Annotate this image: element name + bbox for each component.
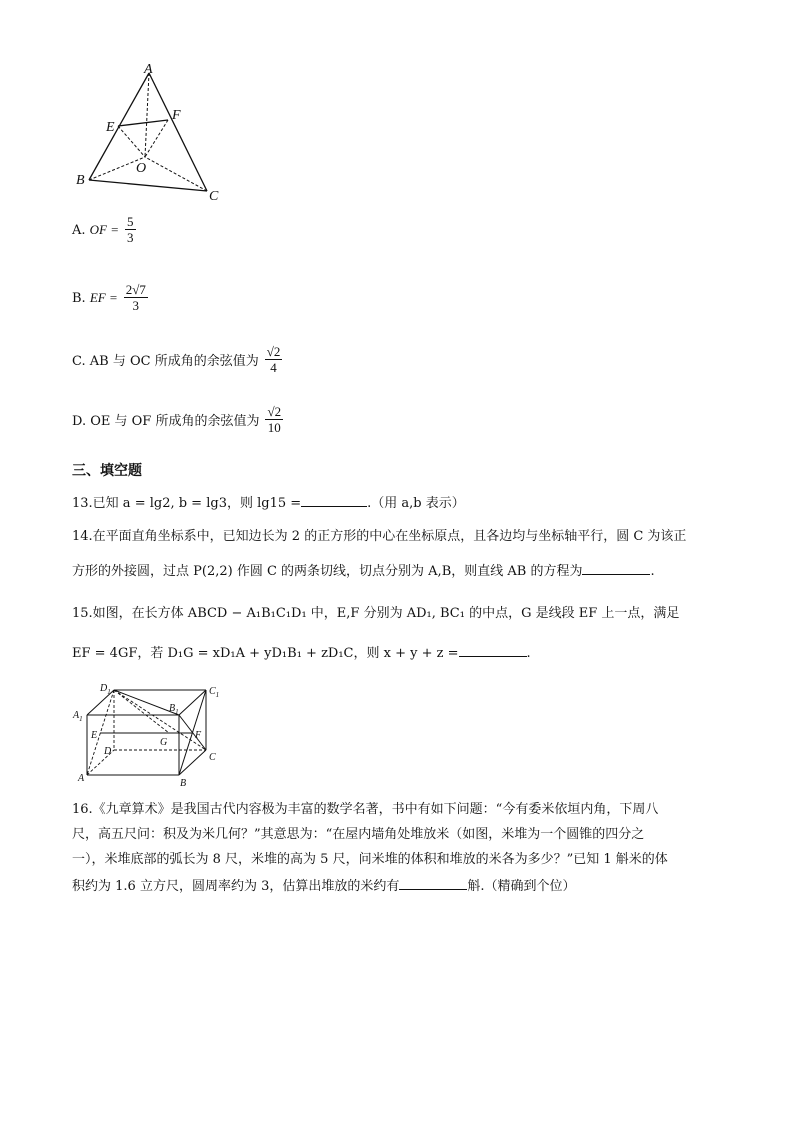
option-b xyxy=(72,282,148,313)
question-16-line1: 16.《九章算术》是我国古代内容极为丰富的数学名著，书中有如下问题：“今有委米依垣内角，下周八 xyxy=(72,802,659,817)
edge-AC xyxy=(149,73,207,191)
label-C1: $C_1$ xyxy=(209,686,220,699)
edge-FO xyxy=(145,120,168,157)
option-d-fraction: $\frac{√2}{10}$ xyxy=(267,404,282,435)
label-F: F xyxy=(195,730,202,741)
option-d-text: D. OE 与 OF 所成角的余弦值为 xyxy=(72,414,260,429)
label-G: G xyxy=(160,737,168,748)
label-B1: $B_1$ xyxy=(169,703,179,716)
q13-answer-blank xyxy=(301,492,367,507)
q16-answer-blank xyxy=(399,875,467,890)
option-d xyxy=(72,404,283,435)
label-O: O xyxy=(136,161,147,176)
edge-EF xyxy=(118,120,168,126)
label-A: A xyxy=(78,773,85,784)
question-15-line2: EF = 4GF，若 D₁G = xD₁A + yD₁B₁ + zD₁C，则 x + y + z = . xyxy=(72,642,531,664)
option-c-fraction: $\frac{√2}{4}$ xyxy=(266,344,281,375)
label-D1: $D_1$ xyxy=(100,683,111,696)
question-13: 13.已知 a = lg2, b = lg3，则 lg15 = .（用 a,b 表示） xyxy=(72,492,465,514)
question-14-line1: 14.在平面直角坐标系中，已知边长为 2 的正方形的中心在坐标原点，且各边均与坐标轴平行，圆 C 为该正 xyxy=(72,529,687,544)
section-heading: 三、填空题 xyxy=(72,463,142,479)
option-c xyxy=(72,344,282,375)
edge-D1-G xyxy=(114,690,169,733)
edge-EO xyxy=(118,126,145,157)
figure-cuboid xyxy=(70,678,230,790)
label-D: D xyxy=(104,746,112,757)
option-a-fraction: $\frac{5}{3}$ xyxy=(127,214,134,245)
option-b-text: B. EF = xyxy=(72,289,118,306)
label-A: A xyxy=(144,62,153,77)
question-16-line3: 一），米堆底部的弧长为 8 尺，米堆的高为 5 尺，问米堆的体积和堆放的米各为多少？”已知 1 斛米的体 xyxy=(72,852,668,867)
question-15-line1: 15.如图，在长方体 ABCD − A₁B₁C₁D₁ 中，E,F 分别为 AD₁, BC₁ 的中点，G 是线段 EF 上一点，满足 xyxy=(72,606,680,621)
label-C: C xyxy=(209,189,219,204)
question-16-line2: 尺，高五尺问：积及为米几何？”其意思为：“在屋内墙角处堆放米（如图，米堆为一个圆锥的四分之 xyxy=(72,827,645,842)
option-c-text: C. AB 与 OC 所成角的余弦值为 xyxy=(72,354,259,369)
label-B: B xyxy=(76,173,85,188)
label-C: C xyxy=(209,752,216,763)
q15-answer-blank xyxy=(459,642,527,657)
label-F: F xyxy=(172,108,181,123)
figure-triangle xyxy=(70,60,240,208)
label-B: B xyxy=(180,778,187,789)
option-a xyxy=(72,214,136,245)
question-16-line4: 积约为 1.6 立方尺，圆周率约为 3，估算出堆放的米约有 斛.（精确到个位） xyxy=(72,875,575,897)
edge-AO xyxy=(145,73,149,157)
q14-answer-blank xyxy=(582,560,650,575)
label-E: E xyxy=(91,730,98,741)
option-b-fraction: $\frac{2√7}{3}$ xyxy=(125,282,146,313)
option-a-text: A. OF = xyxy=(72,221,120,238)
question-14-line2: 方形的外接圆，过点 P(2,2) 作圆 C 的两条切线，切点分别为 A,B，则直线 AB 的方程为 . xyxy=(72,560,655,582)
label-A1: $A_1$ xyxy=(73,710,83,723)
label-E: E xyxy=(106,120,115,135)
